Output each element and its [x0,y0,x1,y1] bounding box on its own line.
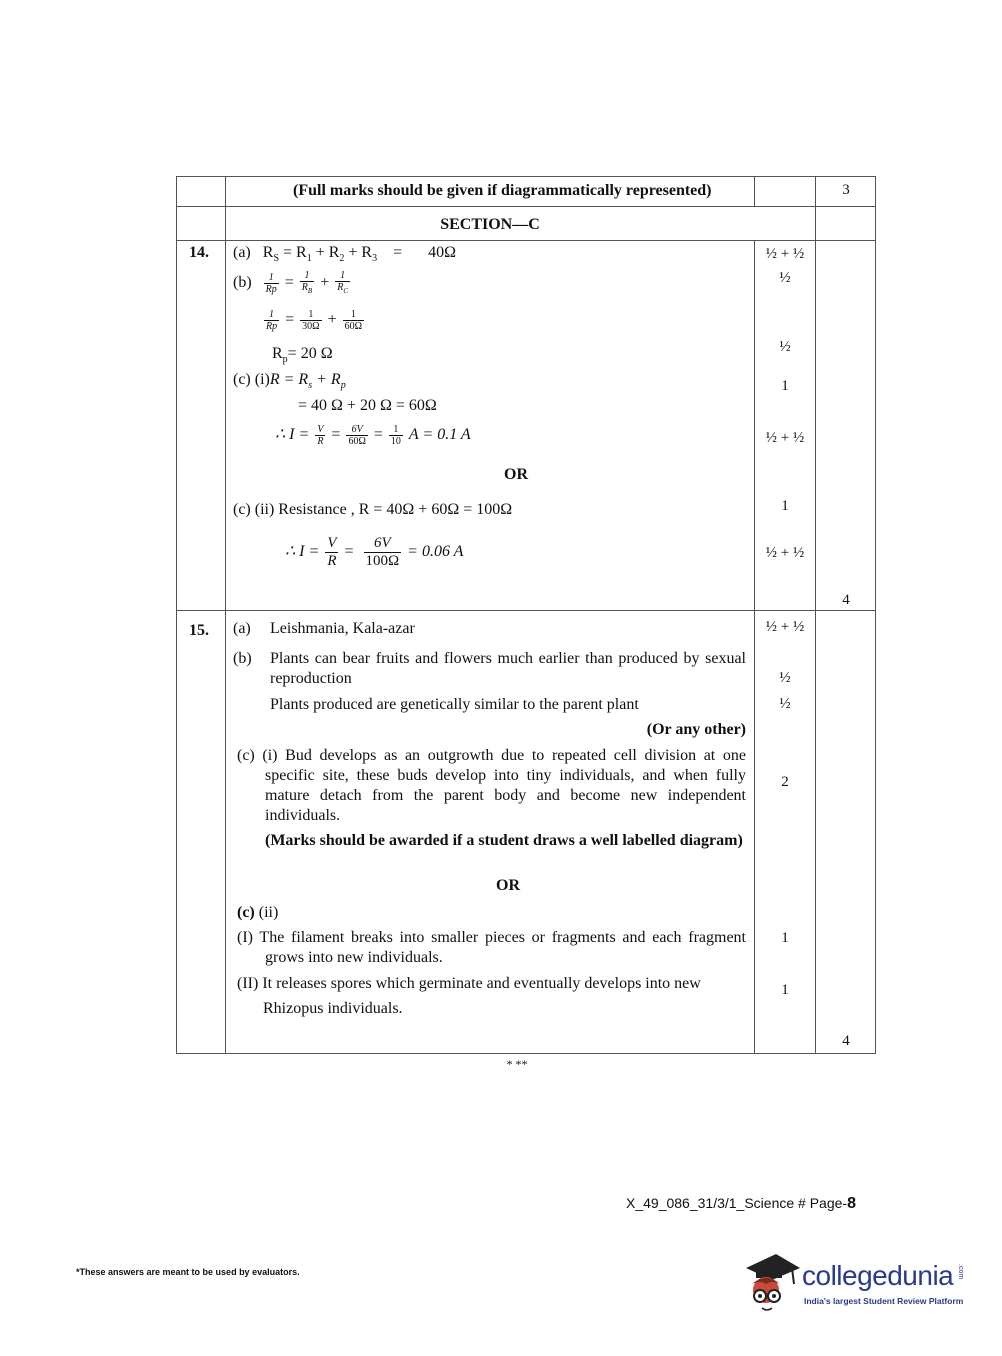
q14-c-frac-2: $\frac{6V}{60\Omega}$ [348,423,366,447]
q14-rp-result: $R_p= 20$ Ω [272,345,333,366]
q14-cii-frac-1: $\frac{V}{R}$ [327,534,337,569]
q14-or: OR [504,466,528,483]
q15-c-ii-2b: Rhizopus individuals. [263,1000,403,1017]
q14-a-eq-lhs: R [262,244,274,261]
q15-c-ii-label: (c) (ii) [237,904,279,921]
q14-part-a [233,243,456,268]
q14-a-sub: S [273,253,279,265]
q15-mark: ½ + ½ [765,619,805,635]
q14-part-b [233,268,352,298]
section-title: SECTION—C [440,216,540,233]
q14-b-label: (b) [233,274,252,291]
table-border-bottom [176,1053,876,1054]
table-rule [176,610,876,611]
q14-a-eq-rhs: = R [279,244,307,261]
q14-c-current: ∴ I = $\frac{V}{R}$ = $\frac{6V}{60\Omega}$ = $\frac{1}{10}$ A = 0.1 A [275,423,471,447]
q15-c-ii-2a: (II) It releases spores which germinate and eventually develops into new [237,975,701,992]
q15-b-label: (b) [233,650,252,667]
q14-a-r2: 2 [339,253,345,265]
question-number-14: 14. [189,244,209,261]
q14-c-label: (c) (i) [233,371,270,388]
eq-sign: = [284,274,294,291]
question-number-15: 15. [189,622,209,639]
q15-a-text: Leishmania, Kala-azar [270,620,415,637]
plus-sign: + [327,311,337,328]
table-border-right [875,176,876,1054]
brand-tagline: India's largest Student Review Platform [804,1296,964,1306]
table-rule [176,240,876,241]
collegedunia-logo [742,1250,972,1320]
q14-a-plus3: + R [344,244,373,261]
q14-cii-current: ∴ I = $\frac{V}{R}$ = $\frac{6V}{100\Omega}$ = 0.06 A [285,534,464,569]
q14-a-plus2: + R [311,244,340,261]
header-total-marks: 3 [842,182,850,198]
q15-mark: ½ [779,696,791,712]
q14-part-c-ii: (c) (ii) Resistance , R = 40Ω + 60Ω = 100Ω [233,501,513,518]
table-col-divider [815,176,816,1054]
q14-total-marks: 4 [842,592,850,608]
q14-cii-frac-2: $\frac{6V}{100\Omega}$ [365,534,400,569]
q15-b-text-1: Plants can bear fruits and flowers much earlier than produced by sexual reproduction [270,650,746,687]
q14-part-c-i: (c) $(i)R = R_s + R_p$ [233,371,346,392]
q15-c-ii-1: (I) The filament breaks into smaller pieces or fragments and each fragment grows into new individuals. [237,929,746,966]
q14-mark: ½ + ½ [765,430,805,446]
q14-part-b-line2 [262,305,366,335]
q15-or: OR [496,877,520,894]
table-col-divider [754,176,755,207]
q15-c-i-text: (c) (i) Bud develops as an outgrowth due to repeated cell division at one specific site, these buds develop into tiny individuals, and when fully mature detach from the parent body and become new independent individuals. [237,747,746,824]
page-code: X_49_086_31/3/1_Science # Page- [626,1195,848,1211]
brand-name: collegedunia [802,1260,954,1291]
end-mark: * ** [506,1057,528,1071]
q15-mark: ½ [779,670,791,686]
table-rule [176,206,876,207]
brand-dotcom: .com [957,1264,964,1280]
q15-mark: 1 [781,982,789,998]
q14-mark: 1 [781,378,789,394]
q15-or-any-other: (Or any other) [646,721,746,738]
q14-a-r1: 1 [306,253,312,265]
q15-a-label: (a) [233,620,251,637]
page-number: 8 [847,1195,856,1212]
q14-a-r3: 3 [372,253,378,265]
table-col-divider [225,176,226,1054]
q14-c-frac-3: $\frac{1}{10}$ [390,423,401,447]
q14-b2-frac-3: $\frac{1}{60\Omega}$ [344,308,363,332]
q15-total-marks: 4 [842,1033,850,1049]
q14-mark: ½ [779,339,791,355]
q14-b-frac-1: $\frac{1}{Rp}$ [265,271,277,295]
table-border-left [176,176,177,1054]
q15-mark: 1 [781,930,789,946]
q14-b2-frac-2: $\frac{1}{30\Omega}$ [302,308,320,332]
q15-marks-note: (Marks should be awarded if a student draws a well labelled diagram) [265,832,743,849]
q15-b-text-2: Plants produced are genetically similar to the parent plant [270,696,639,713]
table-border-top [176,176,876,177]
q15-mark: 2 [781,774,789,790]
q14-mark: 1 [781,498,789,514]
eq-sign: = [285,311,295,328]
evaluator-note: *These answers are meant to be used by evaluators. [76,1267,300,1277]
q14-a-eq: = [393,244,403,261]
q14-a-label: (a) [233,244,251,261]
plus-sign: + [320,274,330,291]
q14-mark: ½ [779,270,791,286]
q14-mark: ½ + ½ [765,246,805,262]
q14-b-frac-3: $\frac{1}{R_C}$ [337,269,348,295]
q14-b2-frac-1: $\frac{1}{Rp}$ [266,308,278,332]
q14-mark: ½ + ½ [765,545,805,561]
q14-a-value: 40Ω [428,244,457,261]
q14-b-frac-2: $\frac{1}{R_B}$ [301,269,313,295]
q14-c-line2: = 40 Ω + 20 Ω = 60Ω [298,397,437,414]
diagram-note: (Full marks should be given if diagrammatically represented) [293,182,712,199]
mascot-icon [742,1250,802,1318]
page-footer [626,1194,856,1213]
q14-c-frac-1: $\frac{V}{R}$ [317,423,324,447]
